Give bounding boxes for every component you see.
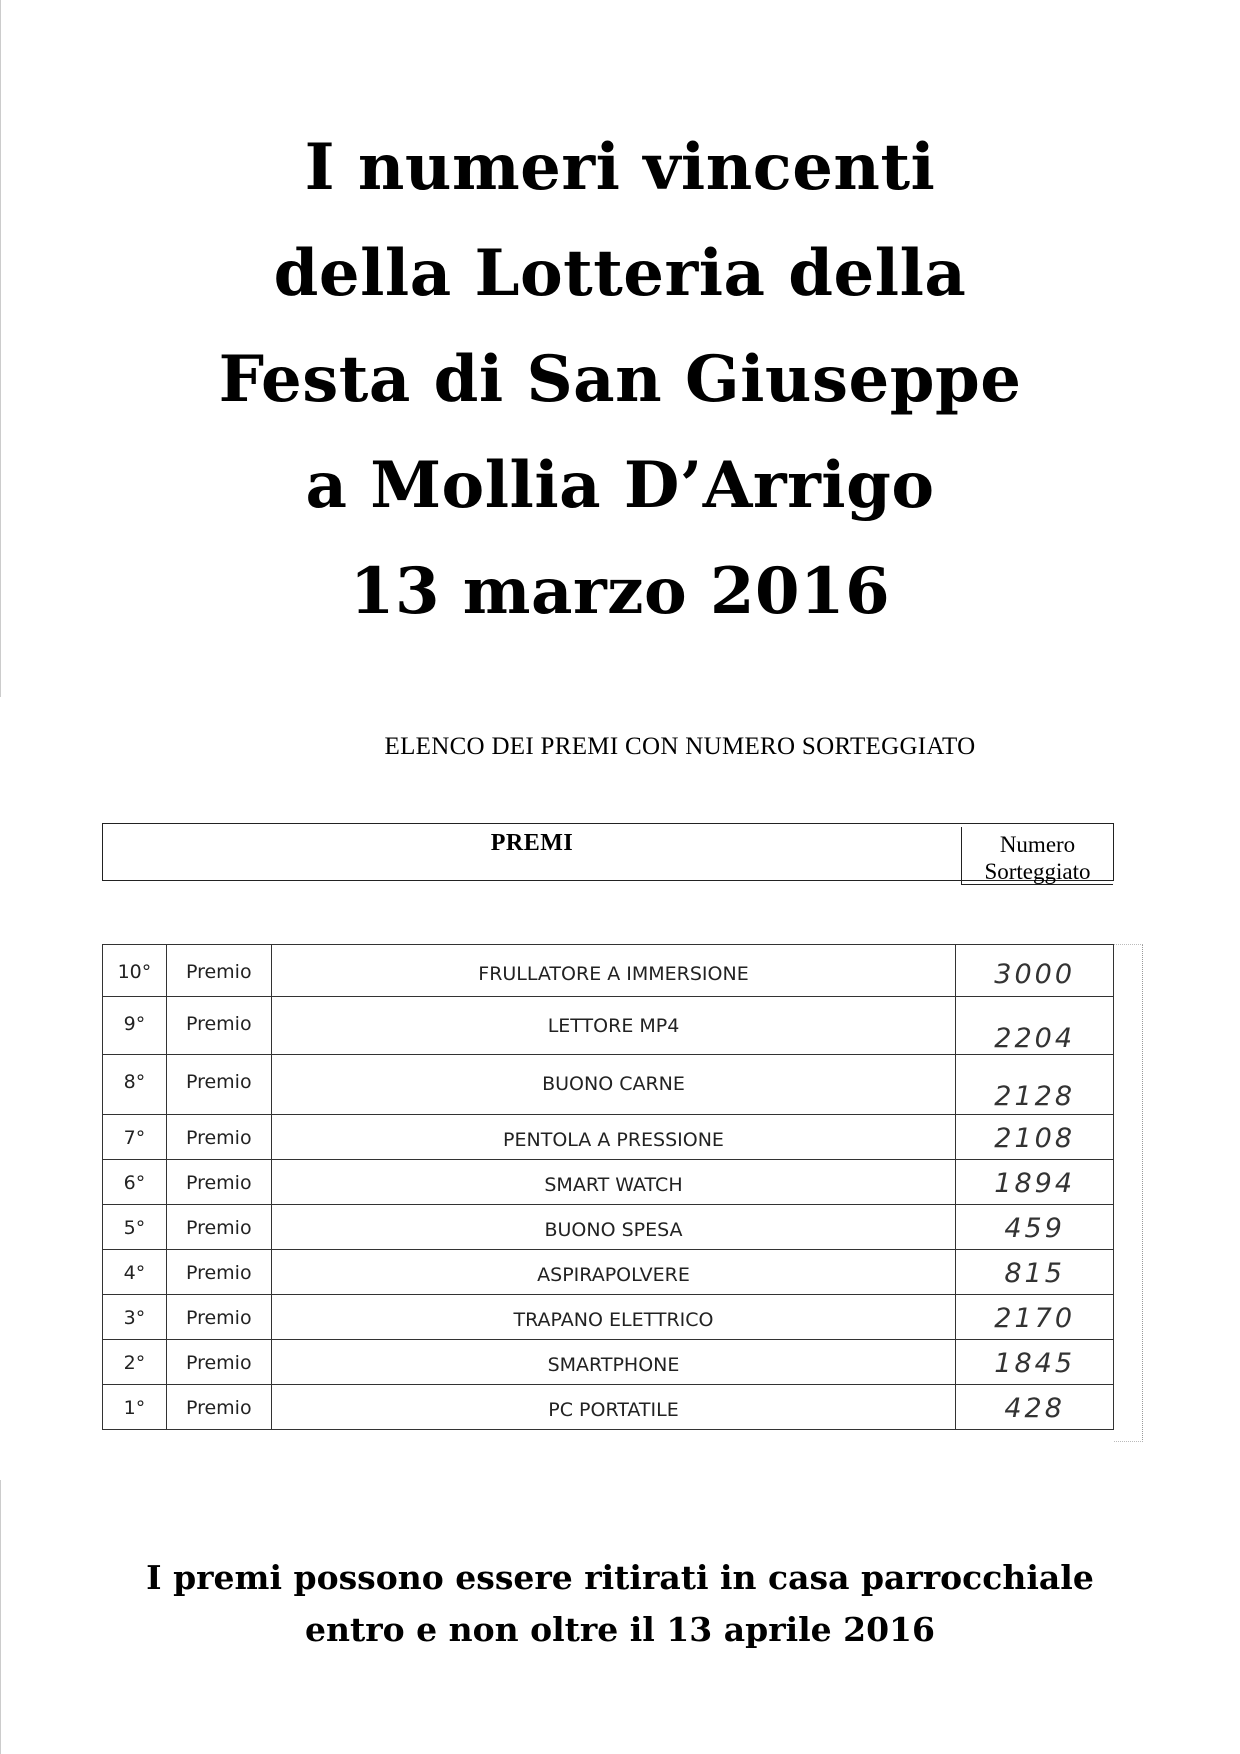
drawn-number-cell: 428	[956, 1385, 1114, 1430]
table-row	[103, 1250, 1114, 1295]
page-title	[0, 115, 1240, 645]
rank-cell: 8°	[103, 1055, 167, 1115]
prize-name-cell: TRAPANO ELETTRICO	[271, 1295, 956, 1340]
prize-name-cell: PENTOLA A PRESSIONE	[271, 1115, 956, 1160]
rank-cell: 5°	[103, 1205, 167, 1250]
prizes-table-body	[103, 945, 1114, 1430]
premio-label-cell: Premio	[166, 1055, 271, 1115]
premio-label-cell: Premio	[166, 1250, 271, 1295]
premio-label-cell: Premio	[166, 945, 271, 997]
dotted-column-guide	[1114, 944, 1143, 1442]
prize-name-cell: PC PORTATILE	[271, 1385, 956, 1430]
drawn-number-cell: 815	[956, 1250, 1114, 1295]
table-row	[103, 1115, 1114, 1160]
table-row	[103, 997, 1114, 1055]
premio-label-cell: Premio	[166, 1115, 271, 1160]
drawn-number-cell: 2128	[956, 1055, 1114, 1115]
rank-cell: 6°	[103, 1160, 167, 1205]
premio-label-cell: Premio	[166, 1385, 271, 1430]
drawn-number-cell: 1845	[956, 1340, 1114, 1385]
premio-label-cell: Premio	[166, 1160, 271, 1205]
drawn-number-cell: 3000	[956, 945, 1114, 997]
table-row	[103, 1295, 1114, 1340]
table-header	[102, 823, 1114, 884]
premio-label-cell: Premio	[166, 1295, 271, 1340]
prize-name-cell: ASPIRAPOLVERE	[271, 1250, 956, 1295]
drawn-number-cell: 459	[956, 1205, 1114, 1250]
title-line-1: I numeri vincenti	[304, 130, 936, 205]
header-numero-sorteggiato	[961, 827, 1113, 885]
premio-label-cell: Premio	[166, 1340, 271, 1385]
title-line-2: della Lotteria della	[273, 236, 967, 311]
drawn-number-cell: 2204	[956, 997, 1114, 1055]
rank-cell: 1°	[103, 1385, 167, 1430]
title-line-4: a Mollia D’Arrigo	[305, 448, 935, 523]
prize-name-cell: SMART WATCH	[271, 1160, 956, 1205]
header-premi: PREMI	[490, 830, 574, 856]
prize-name-cell: SMARTPHONE	[271, 1340, 956, 1385]
prize-name-cell: BUONO CARNE	[271, 1055, 956, 1115]
rank-cell: 9°	[103, 997, 167, 1055]
header-numero-line-2: Sorteggiato	[984, 859, 1091, 884]
title-line-3: Festa di San Giuseppe	[218, 342, 1022, 417]
prize-name-cell: BUONO SPESA	[271, 1205, 956, 1250]
table-row	[103, 1055, 1114, 1115]
prize-list-subtitle: ELENCO DEI PREMI CON NUMERO SORTEGGIATO	[384, 733, 976, 760]
table-row	[103, 1160, 1114, 1205]
table-row	[103, 945, 1114, 997]
header-numero-line-1: Numero	[999, 832, 1076, 857]
table-row	[103, 1205, 1114, 1250]
footer-line-1: I premi possono essere ritirati in casa parrocchiale	[146, 1558, 1094, 1597]
rank-cell: 2°	[103, 1340, 167, 1385]
premio-label-cell: Premio	[166, 1205, 271, 1250]
table-row	[103, 1385, 1114, 1430]
rank-cell: 4°	[103, 1250, 167, 1295]
table-row	[103, 1340, 1114, 1385]
drawn-number-cell: 2170	[956, 1295, 1114, 1340]
prizes-table	[102, 944, 1114, 1430]
rank-cell: 3°	[103, 1295, 167, 1340]
prize-name-cell: FRULLATORE A IMMERSIONE	[271, 945, 956, 997]
premio-label-cell: Premio	[166, 997, 271, 1055]
pickup-notice	[0, 1552, 1240, 1656]
drawn-number-cell: 2108	[956, 1115, 1114, 1160]
prize-name-cell: LETTORE MP4	[271, 997, 956, 1055]
footer-line-2: entro e non oltre il 13 aprile 2016	[305, 1610, 935, 1649]
rank-cell: 7°	[103, 1115, 167, 1160]
rank-cell: 10°	[103, 945, 167, 997]
title-line-5: 13 marzo 2016	[349, 554, 891, 629]
drawn-number-cell: 1894	[956, 1160, 1114, 1205]
